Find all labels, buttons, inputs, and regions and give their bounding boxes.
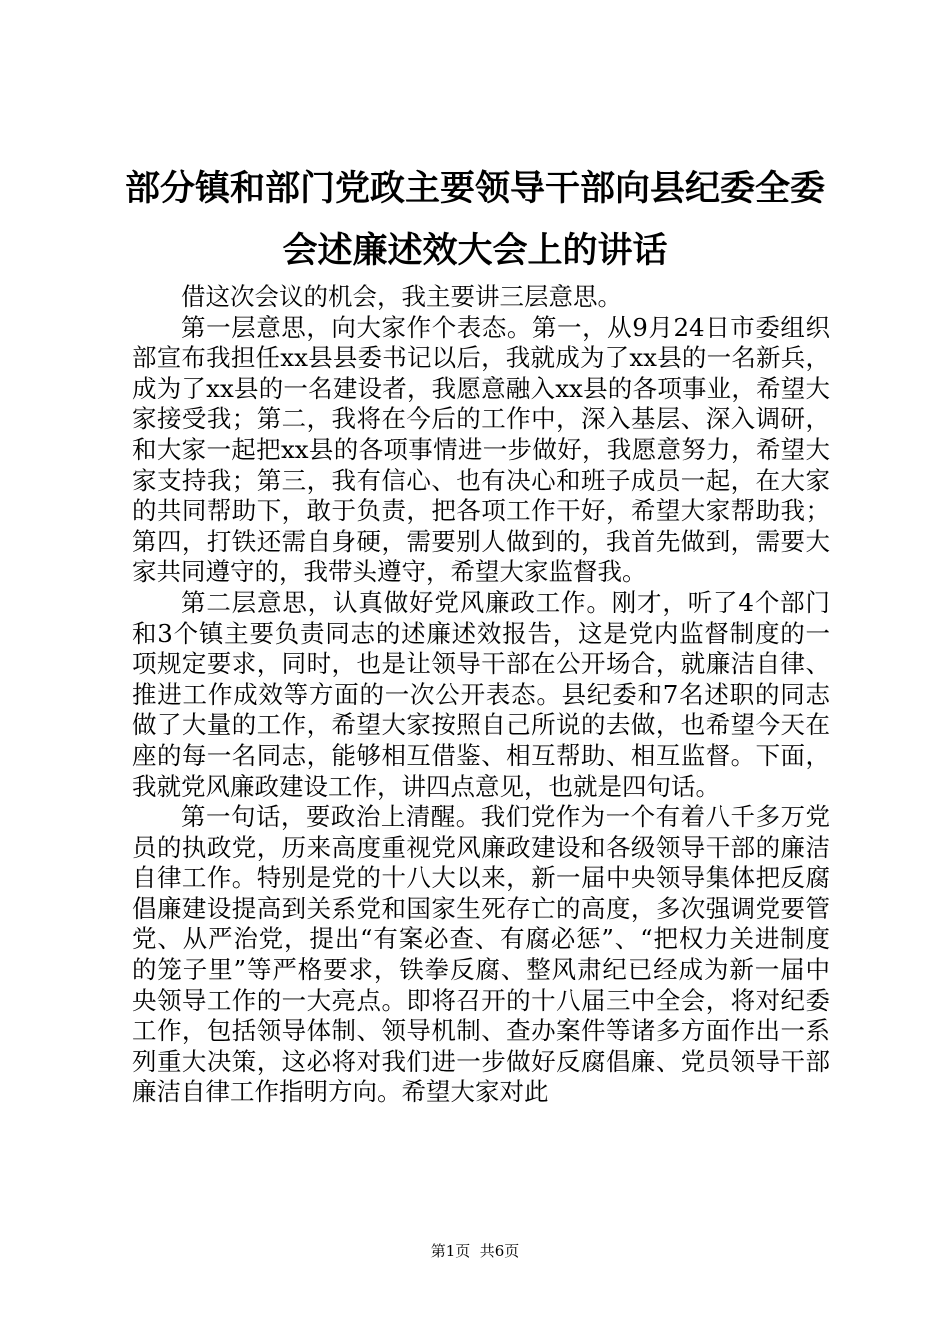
document-title: 部分镇和部门党政主要领导干部向县纪委全委会述廉述效大会上的讲话 <box>124 168 825 271</box>
page-footer: 第1页 共6页 <box>430 1242 520 1260</box>
paragraph: 第二层意思，认真做好党风廉政工作。刚才，听了4个部门和3个镇主要负责同志的述廉述效报告，这是党内监督制度的一项规定要求，同时，也是让领导干部在公开场合，就廉洁自律、推进工作成效等方面的一次公开表态。县纪委和7名述职的同志做了大量的工作，希望大家按照自己所说的去做，也希望今天在座的每一名同志，能够相互借鉴、相互帮助、相互监督。下面，我就党风廉政建设工作，讲四点意见，也就是四句话。 <box>132 587 830 801</box>
paragraph: 第一层意思，向大家作个表态。第一，从9月24日市委组织部宣布我担任xx县县委书记以后，我就成为了xx县的一名新兵，成为了xx县的一名建设者，我愿意融入xx县的各项事业，希望大家接受我；第二，我将在今后的工作中，深入基层、深入调研，和大家一起把xx县的各项事情进一步做好，我愿意努力，希望大家支持我；第三，我有信心、也有决心和班子成员一起，在大家的共同帮助下，敢于负责，把各项工作干好，希望大家帮助我；第四，打铁还需自身硬，需要别人做到的，我首先做到，需要大家共同遵守的，我带头遵守，希望大家监督我。 <box>132 312 830 587</box>
document-body <box>132 282 830 1108</box>
paragraph: 第一句话，要政治上清醒。我们党作为一个有着八千多万党员的执政党，历来高度重视党风廉政建设和各级领导干部的廉洁自律工作。特别是党的十八大以来，新一届中央领导集体把反腐倡廉建设提高到关系党和国家生死存亡的高度，多次强调党要管党、从严治党，提出“有案必查、有腐必惩”、“把权力关进制度的笼子里”等严格要求，铁拳反腐、整风肃纪已经成为新一届中央领导工作的一大亮点。即将召开的十八届三中全会，将对纪委工作，包括领导体制、领导机制、查办案件等诸多方面作出一系列重大决策，这必将对我们进一步做好反腐倡廉、党员领导干部廉洁自律工作指明方向。希望大家对此 <box>132 802 830 1107</box>
paragraph: 借这次会议的机会，我主要讲三层意思。 <box>181 282 622 311</box>
